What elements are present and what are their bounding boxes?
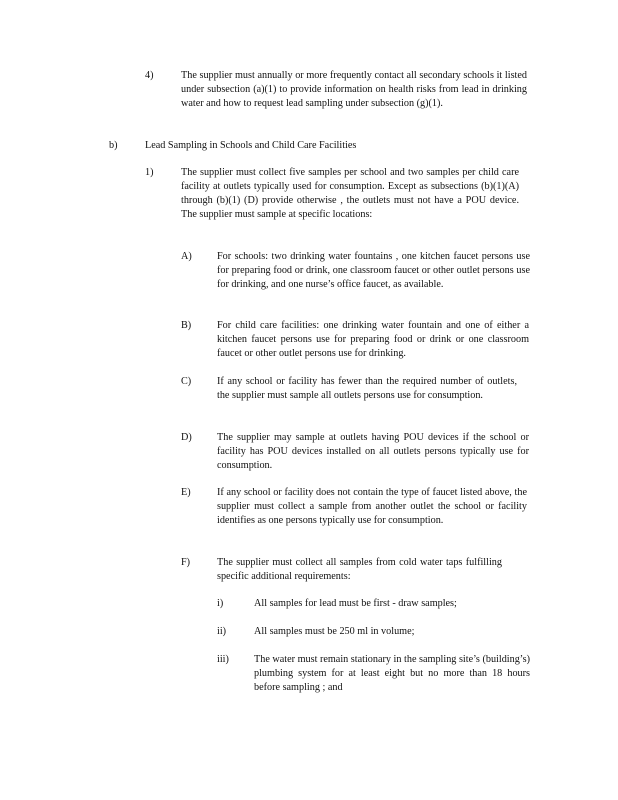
- paragraph-text: If any school or facility does not contain the type of faucet listed above, the supplier must collect a sample from another outlet the school or facility identifies as one persons typically use for consumption.: [217, 487, 527, 526]
- paragraph-text: The supplier may sample at outlets having POU devices if the school or facility has POU devices installed on all outlets persons typically use for consumption.: [217, 432, 529, 471]
- section-title: Lead Sampling in Schools and Child Care Facilities: [145, 140, 357, 151]
- section-label: b): [109, 140, 118, 151]
- paragraph-text: The supplier must collect five samples per school and two samples per child care facility at outlets typically used for consumption. Except as subsections (b)(1)(A) through (b)(1) (D) provide otherwise , the outlets must not have a POU device. The supplier must sample at specific locations:: [181, 167, 519, 220]
- paragraph-text: The water must remain stationary in the sampling site’s (building’s) plumbing system for at least eight but no more than 18 hours before sampling ; and: [254, 654, 530, 693]
- paragraph-text: The supplier must collect all samples from cold water taps fulfilling specific additional requirements:: [217, 557, 502, 582]
- paragraph-label: C): [181, 376, 192, 387]
- paragraph-label: iii): [217, 654, 229, 665]
- paragraph-label: E): [181, 487, 191, 498]
- paragraph-label: B): [181, 320, 192, 331]
- paragraph-text: For schools: two drinking water fountains , one kitchen faucet persons use for preparing food or drink, one classroom faucet or other outlet persons use for drinking, and one nurse’s office faucet, as available.: [217, 251, 530, 290]
- paragraph-text: If any school or facility has fewer than the required number of outlets, the supplier must sample all outlets persons use for consumption.: [217, 376, 517, 401]
- paragraph-label: D): [181, 432, 192, 443]
- paragraph-label: 4): [145, 70, 154, 81]
- paragraph-text: For child care facilities: one drinking water fountain and one of either a kitchen faucet persons use for preparing food or drink or one classroom faucet or other outlet persons use for drinking.: [217, 320, 529, 359]
- paragraph-label: ii): [217, 626, 227, 637]
- paragraph-text: The supplier must annually or more frequently contact all secondary schools it listed under subsection (a)(1) to provide information on health risks from lead in drinking water and how to request lead sampling under subsection (g)(1).: [181, 70, 527, 109]
- paragraph-label: 1): [145, 167, 154, 178]
- paragraph-text: All samples must be 250 ml in volume;: [254, 626, 415, 637]
- paragraph-label: A): [181, 251, 192, 262]
- paragraph-text: All samples for lead must be first - draw samples;: [254, 598, 457, 609]
- paragraph-label: F): [181, 557, 191, 568]
- paragraph-label: i): [217, 598, 224, 609]
